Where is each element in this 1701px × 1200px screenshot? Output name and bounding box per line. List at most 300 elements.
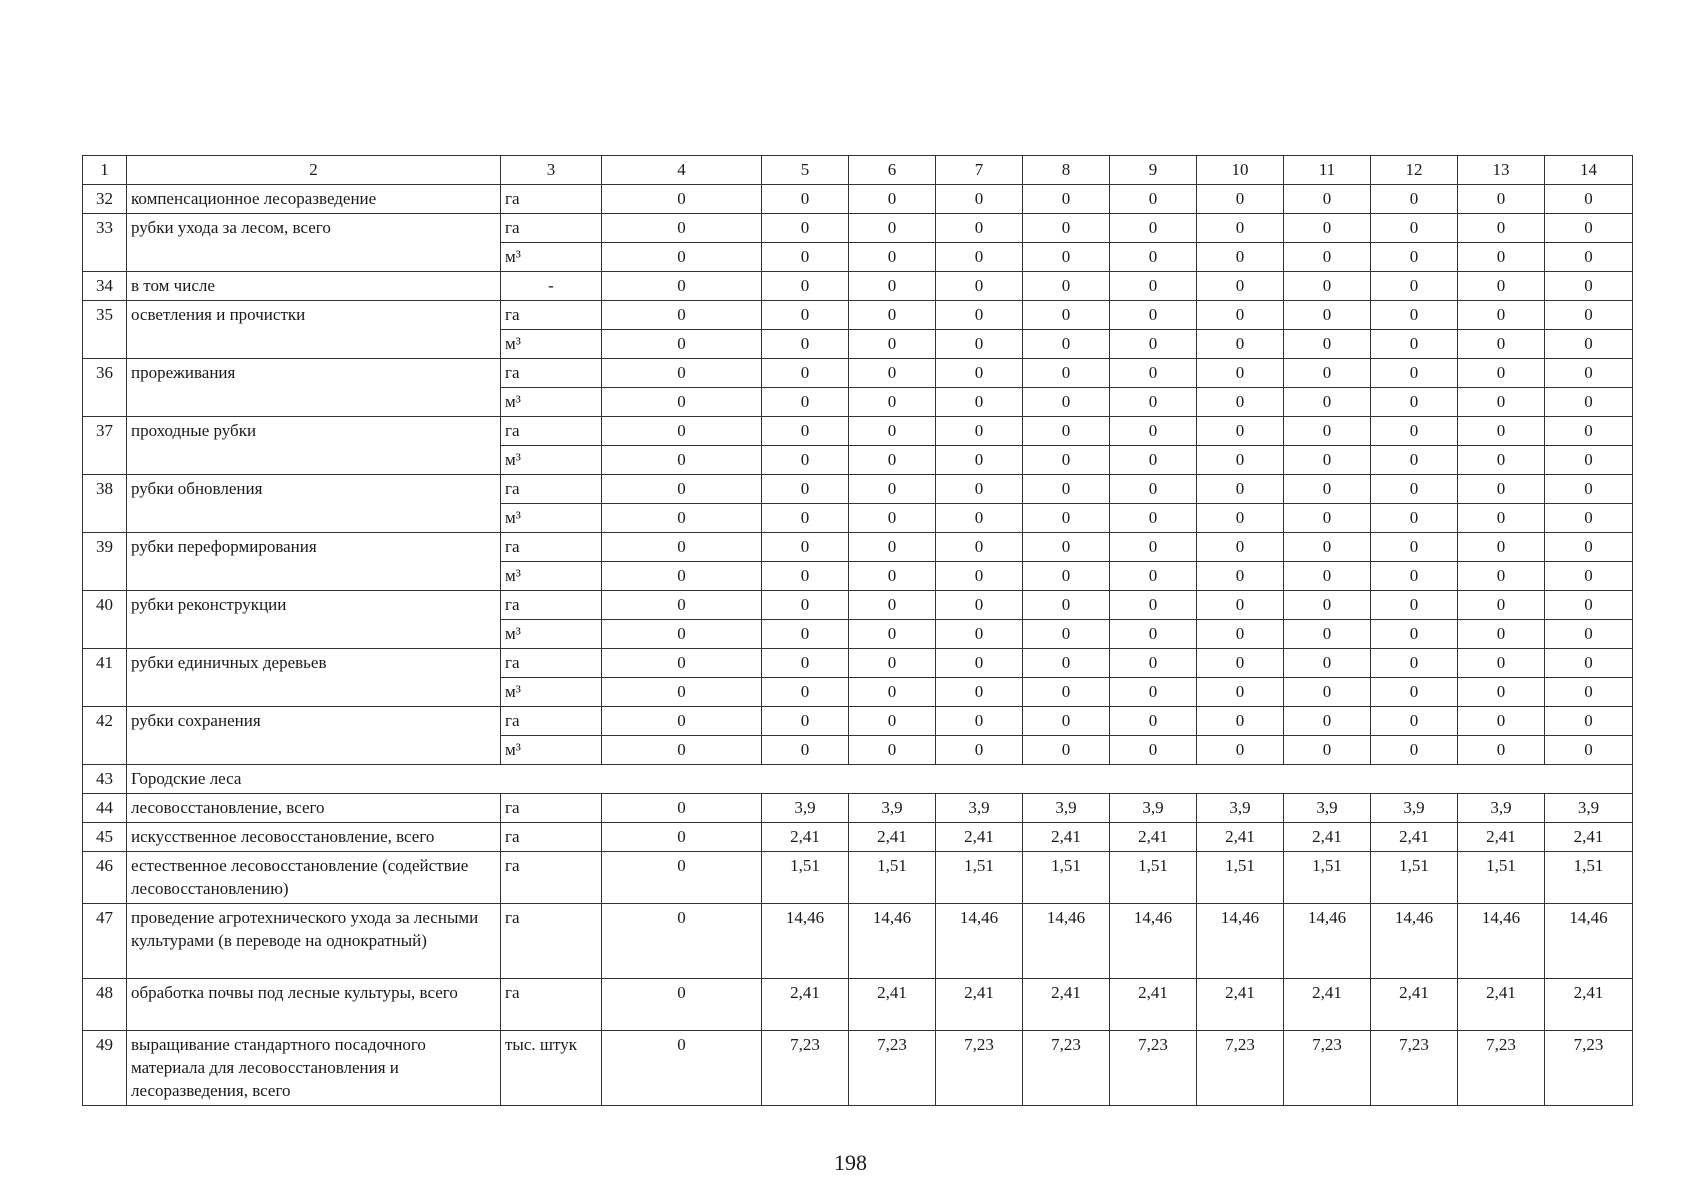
value-cell: 0 [762, 475, 849, 504]
value-cell: 2,41 [1110, 979, 1197, 1031]
row-number: 36 [83, 359, 127, 417]
table-row [83, 707, 1633, 736]
value-cell: 3,9 [936, 794, 1023, 823]
value-cell: 0 [1197, 272, 1284, 301]
row-number: 40 [83, 591, 127, 649]
value-cell: 1,51 [1371, 852, 1458, 904]
value-cell: 0 [1371, 185, 1458, 214]
activity-name: рубки реконструкции [127, 591, 501, 649]
value-cell: 14,46 [762, 904, 849, 979]
value-cell: 0 [602, 417, 762, 446]
value-cell: 0 [762, 707, 849, 736]
value-cell: 0 [1545, 736, 1633, 765]
value-cell: 0 [849, 591, 936, 620]
value-cell: 7,23 [1284, 1031, 1371, 1106]
value-cell: 0 [1284, 736, 1371, 765]
value-cell: 7,23 [1371, 1031, 1458, 1106]
page-number: 198 [834, 1150, 867, 1175]
value-cell: 14,46 [1023, 904, 1110, 979]
value-cell: 0 [1371, 243, 1458, 272]
unit-cell: га [501, 591, 602, 620]
activity-name: естественное лесовосстановление (содействие лесовосстановлению) [127, 852, 501, 904]
value-cell: 0 [1371, 272, 1458, 301]
value-cell: 0 [602, 794, 762, 823]
value-cell: 1,51 [1023, 852, 1110, 904]
value-cell: 0 [762, 504, 849, 533]
table-row [83, 852, 1633, 904]
value-cell: 0 [1371, 417, 1458, 446]
value-cell: 0 [1197, 388, 1284, 417]
table-row [83, 475, 1633, 504]
value-cell: 0 [1110, 707, 1197, 736]
table-row [83, 214, 1633, 243]
value-cell: 1,51 [1197, 852, 1284, 904]
activity-name: рубки единичных деревьев [127, 649, 501, 707]
unit-cell: га [501, 185, 602, 214]
value-cell: 7,23 [1023, 1031, 1110, 1106]
row-number: 32 [83, 185, 127, 214]
value-cell: 0 [1110, 591, 1197, 620]
value-cell: 0 [602, 649, 762, 678]
value-cell: 0 [1458, 475, 1545, 504]
value-cell: 0 [1197, 214, 1284, 243]
row-number: 41 [83, 649, 127, 707]
value-cell: 0 [602, 446, 762, 475]
value-cell: 0 [1284, 562, 1371, 591]
value-cell: 0 [602, 533, 762, 562]
column-number-9: 9 [1110, 156, 1197, 185]
value-cell: 0 [1023, 678, 1110, 707]
column-number-3: 3 [501, 156, 602, 185]
value-cell: 0 [762, 185, 849, 214]
value-cell: 2,41 [1197, 979, 1284, 1031]
value-cell: 0 [1371, 446, 1458, 475]
value-cell: 0 [1284, 272, 1371, 301]
value-cell: 0 [762, 649, 849, 678]
value-cell: 0 [849, 272, 936, 301]
value-cell: 0 [1284, 243, 1371, 272]
value-cell: 0 [1110, 504, 1197, 533]
table-body [83, 156, 1633, 1106]
value-cell: 0 [1110, 446, 1197, 475]
value-cell: 0 [1545, 620, 1633, 649]
value-cell: 0 [936, 272, 1023, 301]
value-cell: 0 [936, 649, 1023, 678]
value-cell: 0 [1458, 301, 1545, 330]
value-cell: 0 [936, 214, 1023, 243]
column-number-4: 4 [602, 156, 762, 185]
value-cell: 0 [936, 243, 1023, 272]
value-cell: 0 [1197, 446, 1284, 475]
value-cell: 0 [1371, 388, 1458, 417]
value-cell: 0 [1458, 388, 1545, 417]
value-cell: 0 [1284, 417, 1371, 446]
value-cell: 0 [762, 678, 849, 707]
value-cell: 0 [1197, 475, 1284, 504]
value-cell: 0 [602, 359, 762, 388]
value-cell: 0 [1458, 185, 1545, 214]
value-cell: 0 [936, 417, 1023, 446]
value-cell: 0 [849, 330, 936, 359]
row-number: 43 [83, 765, 127, 794]
value-cell: 0 [1023, 736, 1110, 765]
table-row [83, 533, 1633, 562]
value-cell: 0 [1110, 330, 1197, 359]
unit-cell: га [501, 417, 602, 446]
value-cell: 0 [1110, 243, 1197, 272]
section-heading: Городские леса [127, 765, 1633, 794]
value-cell: 0 [602, 707, 762, 736]
value-cell: 0 [1284, 359, 1371, 388]
value-cell: 0 [602, 562, 762, 591]
value-cell: 0 [602, 904, 762, 979]
value-cell: 0 [1110, 214, 1197, 243]
value-cell: 0 [1284, 446, 1371, 475]
value-cell: 0 [1545, 446, 1633, 475]
value-cell: 0 [849, 214, 936, 243]
table-row [83, 417, 1633, 446]
value-cell: 0 [849, 446, 936, 475]
value-cell: 2,41 [936, 979, 1023, 1031]
value-cell: 0 [762, 330, 849, 359]
row-number: 46 [83, 852, 127, 904]
value-cell: 0 [1545, 214, 1633, 243]
unit-cell: м³ [501, 562, 602, 591]
value-cell: 0 [602, 475, 762, 504]
value-cell: 0 [1110, 736, 1197, 765]
value-cell: 0 [1284, 301, 1371, 330]
column-number-5: 5 [762, 156, 849, 185]
value-cell: 0 [1284, 330, 1371, 359]
row-number: 44 [83, 794, 127, 823]
row-number: 49 [83, 1031, 127, 1106]
value-cell: 0 [602, 1031, 762, 1106]
value-cell: 0 [1110, 562, 1197, 591]
value-cell: 0 [849, 649, 936, 678]
value-cell: 0 [1023, 359, 1110, 388]
value-cell: 14,46 [1284, 904, 1371, 979]
row-number: 45 [83, 823, 127, 852]
value-cell: 0 [762, 359, 849, 388]
value-cell: 0 [936, 736, 1023, 765]
value-cell: 0 [1110, 620, 1197, 649]
table-row [83, 979, 1633, 1031]
value-cell: 0 [1458, 243, 1545, 272]
value-cell: 0 [936, 591, 1023, 620]
value-cell: 0 [602, 852, 762, 904]
table-row [83, 272, 1633, 301]
value-cell: 0 [1197, 330, 1284, 359]
value-cell: 0 [849, 185, 936, 214]
value-cell: 0 [762, 272, 849, 301]
column-number-1: 1 [83, 156, 127, 185]
unit-cell: м³ [501, 504, 602, 533]
row-number: 48 [83, 979, 127, 1031]
value-cell: 0 [602, 214, 762, 243]
value-cell: 2,41 [1545, 979, 1633, 1031]
value-cell: 0 [762, 620, 849, 649]
value-cell: 0 [1197, 707, 1284, 736]
table-row [83, 359, 1633, 388]
unit-cell: га [501, 214, 602, 243]
value-cell: 0 [1110, 533, 1197, 562]
value-cell: 0 [1197, 243, 1284, 272]
value-cell: 0 [936, 533, 1023, 562]
value-cell: 0 [936, 359, 1023, 388]
value-cell: 0 [1545, 533, 1633, 562]
value-cell: 0 [1545, 475, 1633, 504]
value-cell: 0 [602, 736, 762, 765]
value-cell: 0 [762, 591, 849, 620]
value-cell: 0 [1197, 504, 1284, 533]
value-cell: 0 [936, 504, 1023, 533]
value-cell: 2,41 [1371, 823, 1458, 852]
value-cell: 0 [602, 301, 762, 330]
value-cell: 0 [1458, 330, 1545, 359]
activity-name: рубки переформирования [127, 533, 501, 591]
value-cell: 2,41 [1458, 979, 1545, 1031]
value-cell: 0 [602, 979, 762, 1031]
value-cell: 0 [1023, 475, 1110, 504]
value-cell: 0 [1284, 591, 1371, 620]
value-cell: 0 [849, 475, 936, 504]
value-cell: 0 [936, 388, 1023, 417]
value-cell: 1,51 [1110, 852, 1197, 904]
value-cell: 0 [849, 533, 936, 562]
value-cell: 0 [1458, 272, 1545, 301]
value-cell: 0 [1284, 678, 1371, 707]
value-cell: 3,9 [762, 794, 849, 823]
column-number-11: 11 [1284, 156, 1371, 185]
value-cell: 0 [1284, 185, 1371, 214]
value-cell: 3,9 [1458, 794, 1545, 823]
value-cell: 0 [1458, 446, 1545, 475]
value-cell: 0 [1371, 678, 1458, 707]
row-number: 33 [83, 214, 127, 272]
value-cell: 0 [936, 562, 1023, 591]
value-cell: 14,46 [1197, 904, 1284, 979]
unit-cell: га [501, 359, 602, 388]
value-cell: 0 [1545, 388, 1633, 417]
value-cell: 0 [849, 243, 936, 272]
value-cell: 3,9 [1371, 794, 1458, 823]
value-cell: 0 [602, 823, 762, 852]
value-cell: 0 [1458, 504, 1545, 533]
unit-cell: га [501, 649, 602, 678]
value-cell: 0 [1110, 388, 1197, 417]
value-cell: 0 [1197, 185, 1284, 214]
value-cell: 0 [1545, 562, 1633, 591]
activity-name: рубки ухода за лесом, всего [127, 214, 501, 272]
value-cell: 0 [1023, 243, 1110, 272]
value-cell: 0 [1545, 504, 1633, 533]
value-cell: 0 [1545, 678, 1633, 707]
value-cell: 0 [1284, 649, 1371, 678]
value-cell: 0 [1545, 591, 1633, 620]
value-cell: 0 [849, 359, 936, 388]
column-number-8: 8 [1023, 156, 1110, 185]
value-cell: 0 [1458, 620, 1545, 649]
value-cell: 0 [1284, 504, 1371, 533]
row-number: 42 [83, 707, 127, 765]
value-cell: 0 [1458, 533, 1545, 562]
value-cell: 0 [1110, 185, 1197, 214]
unit-cell: м³ [501, 388, 602, 417]
value-cell: 0 [1197, 301, 1284, 330]
table-row [83, 301, 1633, 330]
column-number-12: 12 [1371, 156, 1458, 185]
unit-cell: га [501, 794, 602, 823]
value-cell: 0 [602, 330, 762, 359]
value-cell: 0 [1458, 591, 1545, 620]
value-cell: 2,41 [1371, 979, 1458, 1031]
value-cell: 0 [1197, 562, 1284, 591]
value-cell: 0 [1023, 301, 1110, 330]
value-cell: 0 [762, 388, 849, 417]
unit-cell: га [501, 475, 602, 504]
value-cell: 0 [1110, 475, 1197, 504]
value-cell: 0 [762, 446, 849, 475]
value-cell: 1,51 [1458, 852, 1545, 904]
value-cell: 3,9 [1110, 794, 1197, 823]
value-cell: 7,23 [1110, 1031, 1197, 1106]
value-cell: 0 [936, 301, 1023, 330]
value-cell: 0 [1371, 707, 1458, 736]
value-cell: 3,9 [1284, 794, 1371, 823]
value-cell: 0 [762, 214, 849, 243]
value-cell: 0 [849, 417, 936, 446]
value-cell: 0 [1458, 562, 1545, 591]
value-cell: 0 [1371, 330, 1458, 359]
value-cell: 2,41 [1284, 979, 1371, 1031]
activity-name: рубки обновления [127, 475, 501, 533]
value-cell: 0 [1545, 272, 1633, 301]
row-number: 35 [83, 301, 127, 359]
value-cell: 0 [1458, 649, 1545, 678]
value-cell: 0 [1023, 707, 1110, 736]
value-cell: 14,46 [1458, 904, 1545, 979]
unit-cell: га [501, 852, 602, 904]
row-number: 37 [83, 417, 127, 475]
value-cell: 0 [1110, 359, 1197, 388]
value-cell: 0 [1023, 533, 1110, 562]
value-cell: 0 [1197, 417, 1284, 446]
unit-cell: м³ [501, 678, 602, 707]
value-cell: 14,46 [936, 904, 1023, 979]
value-cell: 0 [1023, 504, 1110, 533]
value-cell: 0 [1545, 417, 1633, 446]
unit-cell: - [501, 272, 602, 301]
value-cell: 2,41 [849, 979, 936, 1031]
value-cell: 2,41 [762, 823, 849, 852]
value-cell: 0 [1545, 185, 1633, 214]
value-cell: 0 [1110, 301, 1197, 330]
value-cell: 0 [936, 475, 1023, 504]
column-number-2: 2 [127, 156, 501, 185]
value-cell: 0 [849, 678, 936, 707]
value-cell: 0 [1110, 272, 1197, 301]
value-cell: 0 [1458, 214, 1545, 243]
value-cell: 0 [849, 562, 936, 591]
value-cell: 0 [1197, 533, 1284, 562]
value-cell: 0 [1023, 214, 1110, 243]
value-cell: 0 [1023, 620, 1110, 649]
value-cell: 0 [1458, 359, 1545, 388]
unit-cell: тыс. штук [501, 1031, 602, 1106]
activity-name: обработка почвы под лесные культуры, всего [127, 979, 501, 1031]
value-cell: 0 [762, 533, 849, 562]
table-row [83, 591, 1633, 620]
activity-name: рубки сохранения [127, 707, 501, 765]
table-row [83, 185, 1633, 214]
value-cell: 0 [762, 301, 849, 330]
value-cell: 0 [1545, 359, 1633, 388]
activity-name: прореживания [127, 359, 501, 417]
value-cell: 2,41 [1284, 823, 1371, 852]
value-cell: 0 [1545, 707, 1633, 736]
value-cell: 2,41 [849, 823, 936, 852]
activity-name: осветления и прочистки [127, 301, 501, 359]
value-cell: 3,9 [1545, 794, 1633, 823]
value-cell: 0 [1371, 359, 1458, 388]
unit-cell: м³ [501, 620, 602, 649]
value-cell: 2,41 [1197, 823, 1284, 852]
value-cell: 0 [602, 185, 762, 214]
column-number-7: 7 [936, 156, 1023, 185]
value-cell: 0 [1110, 417, 1197, 446]
value-cell: 0 [602, 272, 762, 301]
column-number-10: 10 [1197, 156, 1284, 185]
value-cell: 0 [1197, 649, 1284, 678]
row-number: 47 [83, 904, 127, 979]
value-cell: 0 [936, 707, 1023, 736]
value-cell: 0 [602, 243, 762, 272]
value-cell: 0 [602, 591, 762, 620]
value-cell: 0 [849, 388, 936, 417]
value-cell: 0 [1371, 736, 1458, 765]
column-number-13: 13 [1458, 156, 1545, 185]
value-cell: 0 [1284, 620, 1371, 649]
value-cell: 0 [1023, 330, 1110, 359]
value-cell: 7,23 [762, 1031, 849, 1106]
value-cell: 0 [762, 243, 849, 272]
forest-activities-table [82, 155, 1633, 1106]
table-row [83, 904, 1633, 979]
row-number: 34 [83, 272, 127, 301]
value-cell: 2,41 [936, 823, 1023, 852]
value-cell: 1,51 [1284, 852, 1371, 904]
value-cell: 0 [1458, 707, 1545, 736]
value-cell: 0 [1458, 736, 1545, 765]
value-cell: 0 [849, 301, 936, 330]
value-cell: 7,23 [1458, 1031, 1545, 1106]
value-cell: 0 [602, 620, 762, 649]
value-cell: 0 [1110, 649, 1197, 678]
unit-cell: га [501, 823, 602, 852]
value-cell: 0 [1371, 562, 1458, 591]
value-cell: 0 [936, 620, 1023, 649]
unit-cell: м³ [501, 736, 602, 765]
value-cell: 2,41 [1110, 823, 1197, 852]
value-cell: 7,23 [1197, 1031, 1284, 1106]
column-number-6: 6 [849, 156, 936, 185]
value-cell: 7,23 [1545, 1031, 1633, 1106]
value-cell: 0 [762, 736, 849, 765]
value-cell: 2,41 [1458, 823, 1545, 852]
column-number-row [83, 156, 1633, 185]
value-cell: 0 [1545, 301, 1633, 330]
row-number: 38 [83, 475, 127, 533]
